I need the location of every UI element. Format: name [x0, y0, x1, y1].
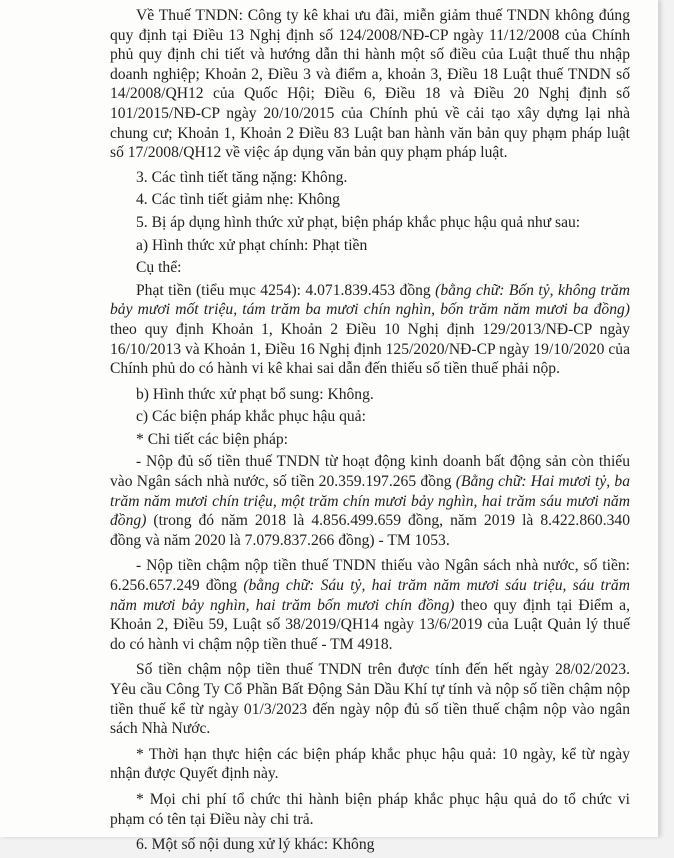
paragraph-details-label: Cụ thể: — [136, 259, 182, 277]
paragraph-additional-penalty: b) Hình thức xử phạt bổ sung: Không. — [136, 385, 374, 403]
paragraph-late-payment — [110, 556, 630, 654]
paragraph-other-content: 6. Một số nội dung xử lý khác: Không — [136, 836, 375, 854]
document-body — [110, 6, 630, 858]
paragraph-remedial-heading: c) Các biện pháp khắc phục hậu quả: — [136, 408, 366, 426]
late-payment-amount-text: - Nộp tiền chậm nộp tiền thuế TNDN thiếu vào Ngân sách nhà nước, số tiền: 6.256.657.249 đồng — [110, 557, 630, 595]
paragraph-main-penalty: a) Hình thức xử phạt chính: Phạt tiền — [136, 236, 368, 254]
paragraph-remedial-details-label: * Chi tiết các biện pháp: — [136, 430, 288, 448]
paragraph-penalty-heading: 5. Bị áp dụng hình thức xử phạt, biện pháp khắc phục hậu quả như sau: — [136, 213, 581, 231]
fine-amount-in-words: (bằng chữ: Bốn tỷ, không trăm bảy mươi mốt triệu, tám trăm ba mươi chín nghìn, bốn trăm năm mươi ba đồng) — [110, 281, 630, 319]
paragraph-tax-violation: Về Thuế TNDN: Công ty kê khai ưu đãi, miễn giảm thuế TNDN không đúng quy định tại Điều 13 Nghị định số 124/2008/NĐ-CP ngày 11/12/2008 của Chính phủ quy định chi tiết và hướng dẫn thi hành một số điều của Luật thuế thu nhập doanh nghiệp; Khoản 2, Điều 3 và điểm a, khoản 3, Điều 18 Luật thuế TNDN số 14/2008/QH12 của Quốc Hội; Điều 6, Điều 18 và Điều 20 Nghị định số 101/2015/NĐ-CP ngày 20/10/2015 của Chính phủ về cải tạo xây dựng lại nhà chung cư; Khoản 1, Khoản 2 Điều 83 Luật ban hành văn bản quy phạm pháp luật số 17/2008/QH12 về việc áp dụng văn bản quy phạm pháp luật. — [110, 7, 630, 162]
paragraph-costs: * Mọi chi phí tổ chức thi hành biện pháp khắc phục hậu quả do tổ chức vi phạm có tên tại Điều này chi trả. — [110, 790, 630, 828]
fine-legal-basis: theo quy định Khoản 1, Khoản 2 Điều 10 Nghị định 129/2013/NĐ-CP ngày 16/10/2013 và Khoản 1, Điều 16 Nghị định 125/2020/NĐ-CP ngày 19/10/2020 của Chính phủ do có hành vi kê khai sai dẫn đến thiếu số tiền thuế phải nộp. — [110, 320, 630, 378]
shortfall-amount-in-words: (Bằng chữ: Hai mươi tỷ, ba trăm năm mươi chín triệu, một trăm chín mươi bảy nghìn, hai trăm sáu mươi năm đồng) — [110, 473, 631, 530]
paragraph-aggravating: 3. Các tình tiết tăng nặng: Không. — [136, 168, 348, 186]
fine-amount-text: Phạt tiền (tiểu mục 4254): 4.071.839.453 đồng — [136, 281, 436, 299]
paragraph-mitigating: 4. Các tình tiết giảm nhẹ: Không — [136, 191, 340, 209]
shortfall-yearly-breakdown: (trong đó năm 2018 là 4.856.499.659 đồng, năm 2019 là 8.422.860.340 đồng và năm 2020 là 7.079.837.266 đồng) - TM 1053. — [110, 512, 630, 549]
paragraph-deadline: * Thời hạn thực hiện các biện pháp khắc phục hậu quả: 10 ngày, kể từ ngày nhận được Quyết định này. — [110, 745, 630, 783]
late-payment-amount-in-words: (bằng chữ: Sáu tỷ, hai trăm năm mươi sáu triệu, sáu trăm năm mươi bảy nghìn, hai trăm bốn mươi chín đồng) — [110, 577, 630, 614]
paragraph-fine-amount — [110, 281, 630, 379]
paragraph-pay-tax-shortfall — [110, 452, 630, 550]
late-payment-legal-basis: theo quy định tại Điểm a, Khoản 2, Điều 59, Luật số 38/2019/QH14 ngày 13/6/2019 của Luật Quản lý thuế do có hành vi chậm nộp tiền thuế - TM 4918. — [110, 596, 630, 653]
shortfall-amount-text: - Nộp đủ số tiền thuế TNDN từ hoạt động kinh doanh bất động sản còn thiếu vào Ngân sách nhà nước, số tiền 20.359.197.265 đồng — [110, 453, 630, 491]
paragraph-late-payment-calculation: Số tiền chậm nộp tiền thuế TNDN trên được tính đến hết ngày 28/02/2023. Yêu cầu Công Ty Cổ Phần Bất Động Sản Dầu Khí tự tính và nộp số tiền chậm nộp tiền thuế kể từ ngày 01/3/2023 đến ngày nộp đủ số tiền thuế chậm nộp vào ngân sách Nhà Nước. — [110, 661, 630, 738]
